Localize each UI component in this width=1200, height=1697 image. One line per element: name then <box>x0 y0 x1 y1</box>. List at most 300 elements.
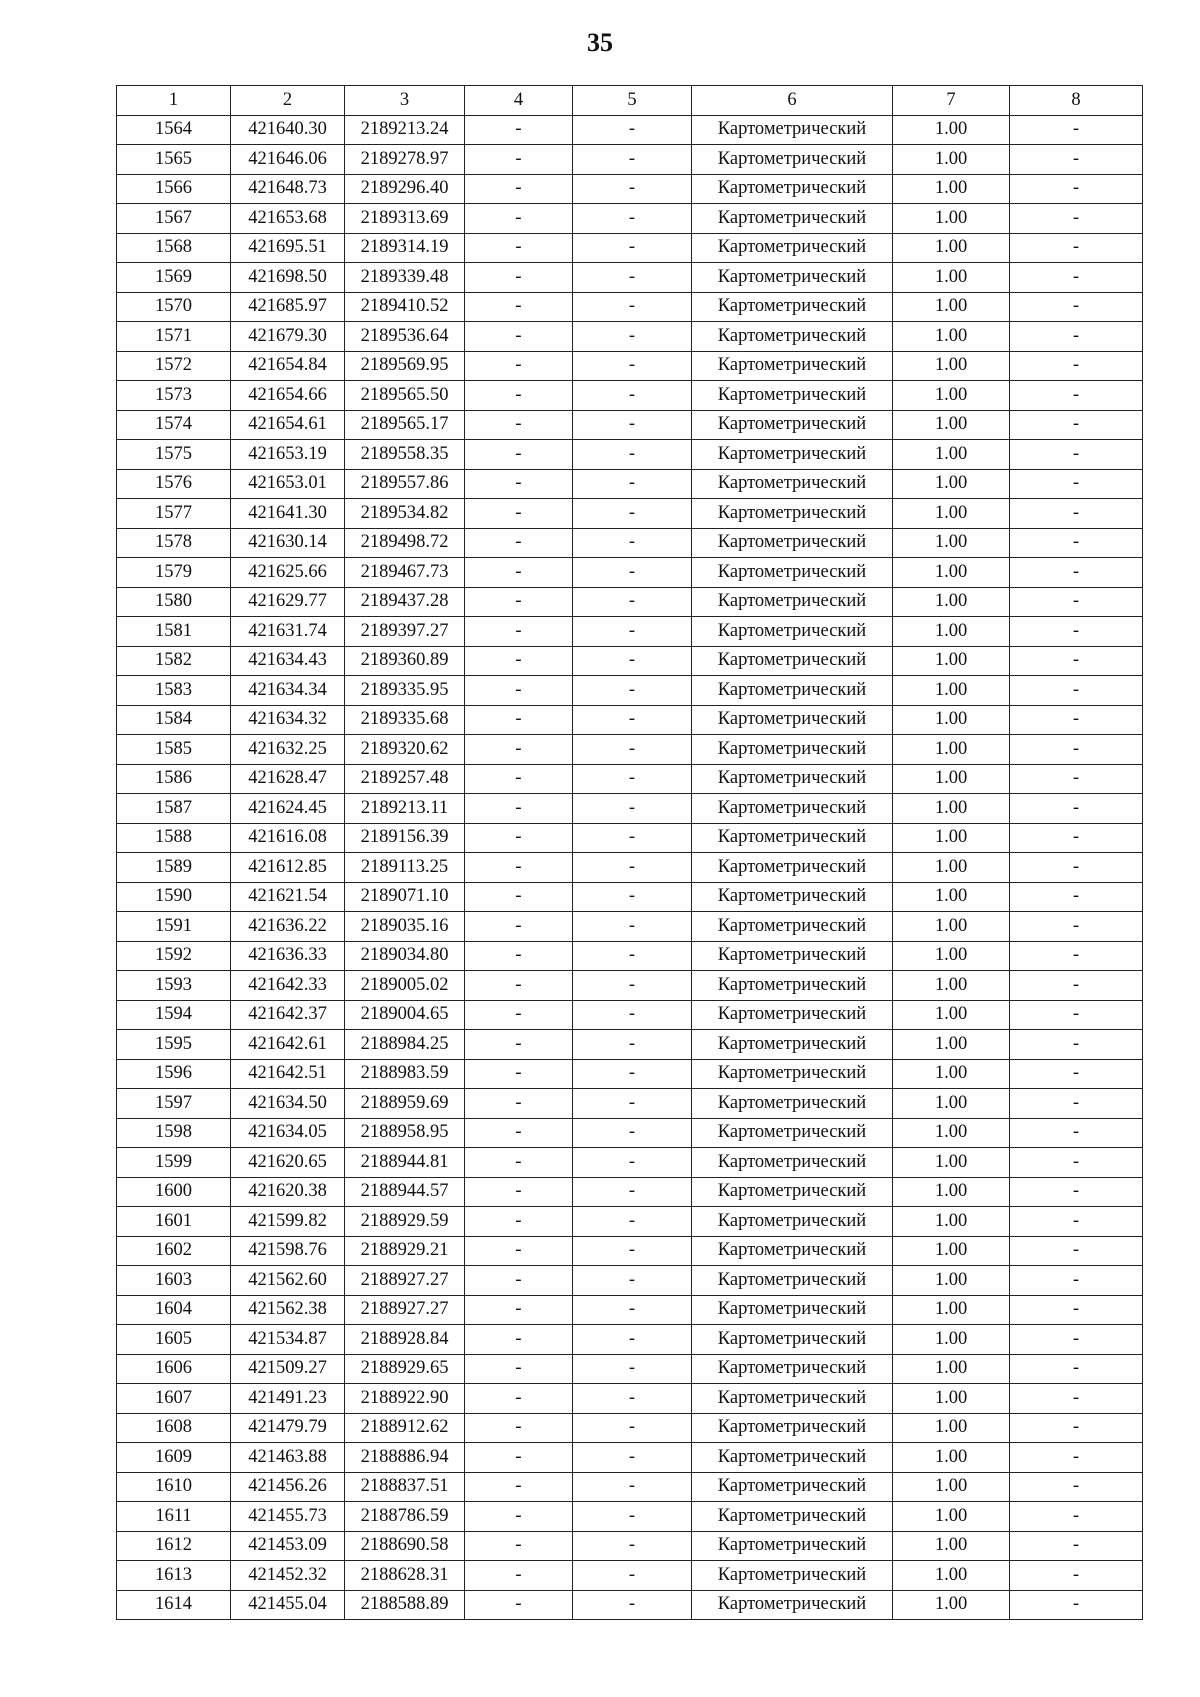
accuracy-cell: 1.00 <box>893 204 1010 234</box>
method-cell: Картометрический <box>692 1000 893 1030</box>
table-row <box>117 1118 1143 1148</box>
method-cell: Картометрический <box>692 823 893 853</box>
coord-x-cell: 421455.73 <box>231 1502 345 1532</box>
col-4-cell: - <box>465 1177 573 1207</box>
method-cell: Картометрический <box>692 292 893 322</box>
coord-y-cell: 2189335.68 <box>345 705 465 735</box>
col-4-cell: - <box>465 499 573 529</box>
method-cell: Картометрический <box>692 1413 893 1443</box>
point-number-cell: 1600 <box>117 1177 231 1207</box>
coord-y-cell: 2188959.69 <box>345 1089 465 1119</box>
coord-x-cell: 421653.19 <box>231 440 345 470</box>
table-row <box>117 204 1143 234</box>
point-number-cell: 1613 <box>117 1561 231 1591</box>
coord-x-cell: 421479.79 <box>231 1413 345 1443</box>
point-number-cell: 1584 <box>117 705 231 735</box>
method-cell: Картометрический <box>692 1059 893 1089</box>
accuracy-cell: 1.00 <box>893 1266 1010 1296</box>
coord-x-cell: 421612.85 <box>231 853 345 883</box>
col-8-cell: - <box>1010 1384 1143 1414</box>
accuracy-cell: 1.00 <box>893 1207 1010 1237</box>
col-5-cell: - <box>573 1236 692 1266</box>
accuracy-cell: 1.00 <box>893 617 1010 647</box>
table-row <box>117 1059 1143 1089</box>
point-number-cell: 1607 <box>117 1384 231 1414</box>
col-4-cell: - <box>465 587 573 617</box>
coord-x-cell: 421679.30 <box>231 322 345 352</box>
table-row <box>117 1266 1143 1296</box>
table-row <box>117 1472 1143 1502</box>
coord-y-cell: 2189313.69 <box>345 204 465 234</box>
col-5-cell: - <box>573 735 692 765</box>
table-row <box>117 322 1143 352</box>
col-8-cell: - <box>1010 528 1143 558</box>
point-number-cell: 1566 <box>117 174 231 204</box>
coord-x-cell: 421629.77 <box>231 587 345 617</box>
point-number-cell: 1580 <box>117 587 231 617</box>
coord-y-cell: 2188690.58 <box>345 1531 465 1561</box>
method-cell: Картометрический <box>692 1384 893 1414</box>
coord-x-cell: 421642.37 <box>231 1000 345 1030</box>
method-cell: Картометрический <box>692 115 893 145</box>
coord-x-cell: 421630.14 <box>231 528 345 558</box>
table-header <box>117 86 1143 116</box>
col-4-cell: - <box>465 381 573 411</box>
method-cell: Картометрический <box>692 912 893 942</box>
table-row <box>117 1443 1143 1473</box>
col-8-cell: - <box>1010 1502 1143 1532</box>
col-8-cell: - <box>1010 617 1143 647</box>
col-8-cell: - <box>1010 351 1143 381</box>
col-5-cell: - <box>573 1059 692 1089</box>
method-cell: Картометрический <box>692 971 893 1001</box>
col-8-cell: - <box>1010 1413 1143 1443</box>
coord-x-cell: 421685.97 <box>231 292 345 322</box>
col-4-cell: - <box>465 705 573 735</box>
accuracy-cell: 1.00 <box>893 1177 1010 1207</box>
coord-x-cell: 421634.32 <box>231 705 345 735</box>
point-number-cell: 1576 <box>117 469 231 499</box>
col-4-cell: - <box>465 263 573 293</box>
col-8-cell: - <box>1010 499 1143 529</box>
point-number-cell: 1575 <box>117 440 231 470</box>
coord-y-cell: 2189113.25 <box>345 853 465 883</box>
col-4-cell: - <box>465 1384 573 1414</box>
col-5-cell: - <box>573 233 692 263</box>
col-4-cell: - <box>465 528 573 558</box>
col-8-cell: - <box>1010 1561 1143 1591</box>
point-number-cell: 1601 <box>117 1207 231 1237</box>
col-8-cell: - <box>1010 233 1143 263</box>
coord-x-cell: 421636.33 <box>231 941 345 971</box>
accuracy-cell: 1.00 <box>893 1236 1010 1266</box>
method-cell: Картометрический <box>692 794 893 824</box>
table-row <box>117 705 1143 735</box>
col-4-cell: - <box>465 1000 573 1030</box>
coord-y-cell: 2189213.24 <box>345 115 465 145</box>
point-number-cell: 1574 <box>117 410 231 440</box>
point-number-cell: 1599 <box>117 1148 231 1178</box>
col-8-cell: - <box>1010 1325 1143 1355</box>
method-cell: Картометрический <box>692 1118 893 1148</box>
point-number-cell: 1568 <box>117 233 231 263</box>
column-header-6: 6 <box>692 86 893 116</box>
coord-x-cell: 421695.51 <box>231 233 345 263</box>
accuracy-cell: 1.00 <box>893 1443 1010 1473</box>
col-4-cell: - <box>465 1443 573 1473</box>
accuracy-cell: 1.00 <box>893 292 1010 322</box>
coord-y-cell: 2189213.11 <box>345 794 465 824</box>
table-row <box>117 941 1143 971</box>
col-5-cell: - <box>573 1030 692 1060</box>
point-number-cell: 1608 <box>117 1413 231 1443</box>
point-number-cell: 1611 <box>117 1502 231 1532</box>
method-cell: Картометрический <box>692 410 893 440</box>
point-number-cell: 1609 <box>117 1443 231 1473</box>
point-number-cell: 1588 <box>117 823 231 853</box>
table-row <box>117 292 1143 322</box>
table-body <box>117 115 1143 1620</box>
coord-y-cell: 2188922.90 <box>345 1384 465 1414</box>
coord-x-cell: 421453.09 <box>231 1531 345 1561</box>
column-header-2: 2 <box>231 86 345 116</box>
coord-x-cell: 421628.47 <box>231 764 345 794</box>
col-4-cell: - <box>465 1561 573 1591</box>
coord-y-cell: 2189257.48 <box>345 764 465 794</box>
coord-x-cell: 421625.66 <box>231 558 345 588</box>
coord-y-cell: 2189557.86 <box>345 469 465 499</box>
method-cell: Картометрический <box>692 558 893 588</box>
col-4-cell: - <box>465 351 573 381</box>
method-cell: Картометрический <box>692 941 893 971</box>
col-5-cell: - <box>573 1266 692 1296</box>
accuracy-cell: 1.00 <box>893 794 1010 824</box>
col-8-cell: - <box>1010 558 1143 588</box>
table-row <box>117 1177 1143 1207</box>
col-5-cell: - <box>573 646 692 676</box>
coord-x-cell: 421654.66 <box>231 381 345 411</box>
accuracy-cell: 1.00 <box>893 823 1010 853</box>
coord-x-cell: 421562.60 <box>231 1266 345 1296</box>
col-5-cell: - <box>573 764 692 794</box>
coord-x-cell: 421641.30 <box>231 499 345 529</box>
point-number-cell: 1603 <box>117 1266 231 1296</box>
col-5-cell: - <box>573 882 692 912</box>
col-8-cell: - <box>1010 204 1143 234</box>
coord-x-cell: 421620.38 <box>231 1177 345 1207</box>
col-8-cell: - <box>1010 174 1143 204</box>
col-5-cell: - <box>573 1000 692 1030</box>
method-cell: Картометрический <box>692 499 893 529</box>
accuracy-cell: 1.00 <box>893 1059 1010 1089</box>
point-number-cell: 1595 <box>117 1030 231 1060</box>
point-number-cell: 1578 <box>117 528 231 558</box>
col-5-cell: - <box>573 1089 692 1119</box>
col-8-cell: - <box>1010 322 1143 352</box>
col-8-cell: - <box>1010 1000 1143 1030</box>
col-4-cell: - <box>465 1472 573 1502</box>
col-5-cell: - <box>573 1148 692 1178</box>
col-8-cell: - <box>1010 1590 1143 1620</box>
coord-x-cell: 421598.76 <box>231 1236 345 1266</box>
col-5-cell: - <box>573 1472 692 1502</box>
coord-y-cell: 2188927.27 <box>345 1266 465 1296</box>
coord-x-cell: 421463.88 <box>231 1443 345 1473</box>
accuracy-cell: 1.00 <box>893 1502 1010 1532</box>
table-row <box>117 469 1143 499</box>
coord-y-cell: 2189565.50 <box>345 381 465 411</box>
coord-y-cell: 2189034.80 <box>345 941 465 971</box>
table-row <box>117 1561 1143 1591</box>
point-number-cell: 1589 <box>117 853 231 883</box>
coord-x-cell: 421455.04 <box>231 1590 345 1620</box>
method-cell: Картометрический <box>692 1148 893 1178</box>
accuracy-cell: 1.00 <box>893 528 1010 558</box>
coord-y-cell: 2188958.95 <box>345 1118 465 1148</box>
accuracy-cell: 1.00 <box>893 1118 1010 1148</box>
table-row <box>117 410 1143 440</box>
method-cell: Картометрический <box>692 617 893 647</box>
col-4-cell: - <box>465 1413 573 1443</box>
method-cell: Картометрический <box>692 263 893 293</box>
coord-y-cell: 2189410.52 <box>345 292 465 322</box>
accuracy-cell: 1.00 <box>893 587 1010 617</box>
table-row <box>117 853 1143 883</box>
col-5-cell: - <box>573 941 692 971</box>
coord-x-cell: 421624.45 <box>231 794 345 824</box>
col-8-cell: - <box>1010 794 1143 824</box>
accuracy-cell: 1.00 <box>893 322 1010 352</box>
table-row <box>117 1148 1143 1178</box>
coord-y-cell: 2189335.95 <box>345 676 465 706</box>
coord-x-cell: 421599.82 <box>231 1207 345 1237</box>
col-5-cell: - <box>573 469 692 499</box>
point-number-cell: 1592 <box>117 941 231 971</box>
method-cell: Картометрический <box>692 587 893 617</box>
point-number-cell: 1583 <box>117 676 231 706</box>
col-8-cell: - <box>1010 115 1143 145</box>
method-cell: Картометрический <box>692 1207 893 1237</box>
accuracy-cell: 1.00 <box>893 1295 1010 1325</box>
coord-y-cell: 2189296.40 <box>345 174 465 204</box>
method-cell: Картометрический <box>692 735 893 765</box>
accuracy-cell: 1.00 <box>893 1472 1010 1502</box>
col-4-cell: - <box>465 1295 573 1325</box>
coord-y-cell: 2189314.19 <box>345 233 465 263</box>
col-4-cell: - <box>465 558 573 588</box>
method-cell: Картометрический <box>692 1443 893 1473</box>
col-4-cell: - <box>465 941 573 971</box>
accuracy-cell: 1.00 <box>893 1354 1010 1384</box>
method-cell: Картометрический <box>692 764 893 794</box>
accuracy-cell: 1.00 <box>893 1384 1010 1414</box>
col-5-cell: - <box>573 292 692 322</box>
method-cell: Картометрический <box>692 233 893 263</box>
col-8-cell: - <box>1010 764 1143 794</box>
col-4-cell: - <box>465 1236 573 1266</box>
col-8-cell: - <box>1010 1148 1143 1178</box>
point-number-cell: 1614 <box>117 1590 231 1620</box>
table-row <box>117 1295 1143 1325</box>
table-row <box>117 1236 1143 1266</box>
coord-x-cell: 421640.30 <box>231 115 345 145</box>
col-8-cell: - <box>1010 1266 1143 1296</box>
col-4-cell: - <box>465 145 573 175</box>
coord-y-cell: 2188928.84 <box>345 1325 465 1355</box>
col-5-cell: - <box>573 499 692 529</box>
coord-y-cell: 2188786.59 <box>345 1502 465 1532</box>
table-row <box>117 587 1143 617</box>
accuracy-cell: 1.00 <box>893 115 1010 145</box>
column-header-4: 4 <box>465 86 573 116</box>
table-row <box>117 558 1143 588</box>
col-5-cell: - <box>573 263 692 293</box>
coord-y-cell: 2188628.31 <box>345 1561 465 1591</box>
col-5-cell: - <box>573 1295 692 1325</box>
col-4-cell: - <box>465 1148 573 1178</box>
col-4-cell: - <box>465 440 573 470</box>
point-number-cell: 1570 <box>117 292 231 322</box>
point-number-cell: 1606 <box>117 1354 231 1384</box>
col-8-cell: - <box>1010 587 1143 617</box>
col-5-cell: - <box>573 115 692 145</box>
coord-x-cell: 421562.38 <box>231 1295 345 1325</box>
col-5-cell: - <box>573 587 692 617</box>
point-number-cell: 1585 <box>117 735 231 765</box>
table-row <box>117 1413 1143 1443</box>
coord-x-cell: 421634.05 <box>231 1118 345 1148</box>
col-4-cell: - <box>465 1266 573 1296</box>
accuracy-cell: 1.00 <box>893 381 1010 411</box>
table-row <box>117 882 1143 912</box>
col-5-cell: - <box>573 1590 692 1620</box>
col-8-cell: - <box>1010 1472 1143 1502</box>
coord-y-cell: 2188929.21 <box>345 1236 465 1266</box>
header-row <box>117 86 1143 116</box>
method-cell: Картометрический <box>692 204 893 234</box>
table-row <box>117 174 1143 204</box>
accuracy-cell: 1.00 <box>893 1325 1010 1355</box>
point-number-cell: 1593 <box>117 971 231 1001</box>
coord-x-cell: 421646.06 <box>231 145 345 175</box>
table-row <box>117 823 1143 853</box>
col-5-cell: - <box>573 1177 692 1207</box>
col-8-cell: - <box>1010 1089 1143 1119</box>
method-cell: Картометрический <box>692 174 893 204</box>
point-number-cell: 1612 <box>117 1531 231 1561</box>
coord-x-cell: 421654.84 <box>231 351 345 381</box>
coord-x-cell: 421634.50 <box>231 1089 345 1119</box>
col-4-cell: - <box>465 823 573 853</box>
accuracy-cell: 1.00 <box>893 912 1010 942</box>
col-5-cell: - <box>573 1561 692 1591</box>
table-row <box>117 351 1143 381</box>
method-cell: Картометрический <box>692 1354 893 1384</box>
coord-x-cell: 421491.23 <box>231 1384 345 1414</box>
col-4-cell: - <box>465 1354 573 1384</box>
col-4-cell: - <box>465 1502 573 1532</box>
coord-y-cell: 2188837.51 <box>345 1472 465 1502</box>
accuracy-cell: 1.00 <box>893 469 1010 499</box>
accuracy-cell: 1.00 <box>893 1089 1010 1119</box>
col-5-cell: - <box>573 174 692 204</box>
accuracy-cell: 1.00 <box>893 1413 1010 1443</box>
table-row <box>117 263 1143 293</box>
col-5-cell: - <box>573 1118 692 1148</box>
col-8-cell: - <box>1010 1030 1143 1060</box>
coord-y-cell: 2188588.89 <box>345 1590 465 1620</box>
col-8-cell: - <box>1010 440 1143 470</box>
col-8-cell: - <box>1010 145 1143 175</box>
col-4-cell: - <box>465 971 573 1001</box>
method-cell: Картометрический <box>692 1325 893 1355</box>
accuracy-cell: 1.00 <box>893 764 1010 794</box>
col-8-cell: - <box>1010 381 1143 411</box>
accuracy-cell: 1.00 <box>893 410 1010 440</box>
table-row <box>117 735 1143 765</box>
coord-y-cell: 2189339.48 <box>345 263 465 293</box>
table-row <box>117 499 1143 529</box>
col-8-cell: - <box>1010 941 1143 971</box>
table-row <box>117 912 1143 942</box>
accuracy-cell: 1.00 <box>893 499 1010 529</box>
coord-y-cell: 2188984.25 <box>345 1030 465 1060</box>
coord-y-cell: 2189156.39 <box>345 823 465 853</box>
col-8-cell: - <box>1010 971 1143 1001</box>
point-number-cell: 1582 <box>117 646 231 676</box>
coord-x-cell: 421616.08 <box>231 823 345 853</box>
method-cell: Картометрический <box>692 1502 893 1532</box>
accuracy-cell: 1.00 <box>893 1030 1010 1060</box>
table-row <box>117 1207 1143 1237</box>
point-number-cell: 1590 <box>117 882 231 912</box>
col-4-cell: - <box>465 1059 573 1089</box>
col-5-cell: - <box>573 1443 692 1473</box>
table-row <box>117 971 1143 1001</box>
col-8-cell: - <box>1010 676 1143 706</box>
table-row <box>117 233 1143 263</box>
table-row <box>117 617 1143 647</box>
col-4-cell: - <box>465 1531 573 1561</box>
accuracy-cell: 1.00 <box>893 705 1010 735</box>
col-4-cell: - <box>465 233 573 263</box>
point-number-cell: 1594 <box>117 1000 231 1030</box>
col-4-cell: - <box>465 1207 573 1237</box>
accuracy-cell: 1.00 <box>893 558 1010 588</box>
coord-x-cell: 421648.73 <box>231 174 345 204</box>
point-number-cell: 1572 <box>117 351 231 381</box>
coord-x-cell: 421620.65 <box>231 1148 345 1178</box>
table-row <box>117 440 1143 470</box>
coord-y-cell: 2189320.62 <box>345 735 465 765</box>
col-4-cell: - <box>465 735 573 765</box>
table-row <box>117 1384 1143 1414</box>
coord-x-cell: 421636.22 <box>231 912 345 942</box>
method-cell: Картометрический <box>692 676 893 706</box>
coord-y-cell: 2188983.59 <box>345 1059 465 1089</box>
accuracy-cell: 1.00 <box>893 971 1010 1001</box>
coord-y-cell: 2188927.27 <box>345 1295 465 1325</box>
accuracy-cell: 1.00 <box>893 1590 1010 1620</box>
table-row <box>117 145 1143 175</box>
coord-y-cell: 2189437.28 <box>345 587 465 617</box>
method-cell: Картометрический <box>692 322 893 352</box>
col-8-cell: - <box>1010 1118 1143 1148</box>
col-8-cell: - <box>1010 1177 1143 1207</box>
col-5-cell: - <box>573 1413 692 1443</box>
col-4-cell: - <box>465 410 573 440</box>
coord-y-cell: 2189005.02 <box>345 971 465 1001</box>
